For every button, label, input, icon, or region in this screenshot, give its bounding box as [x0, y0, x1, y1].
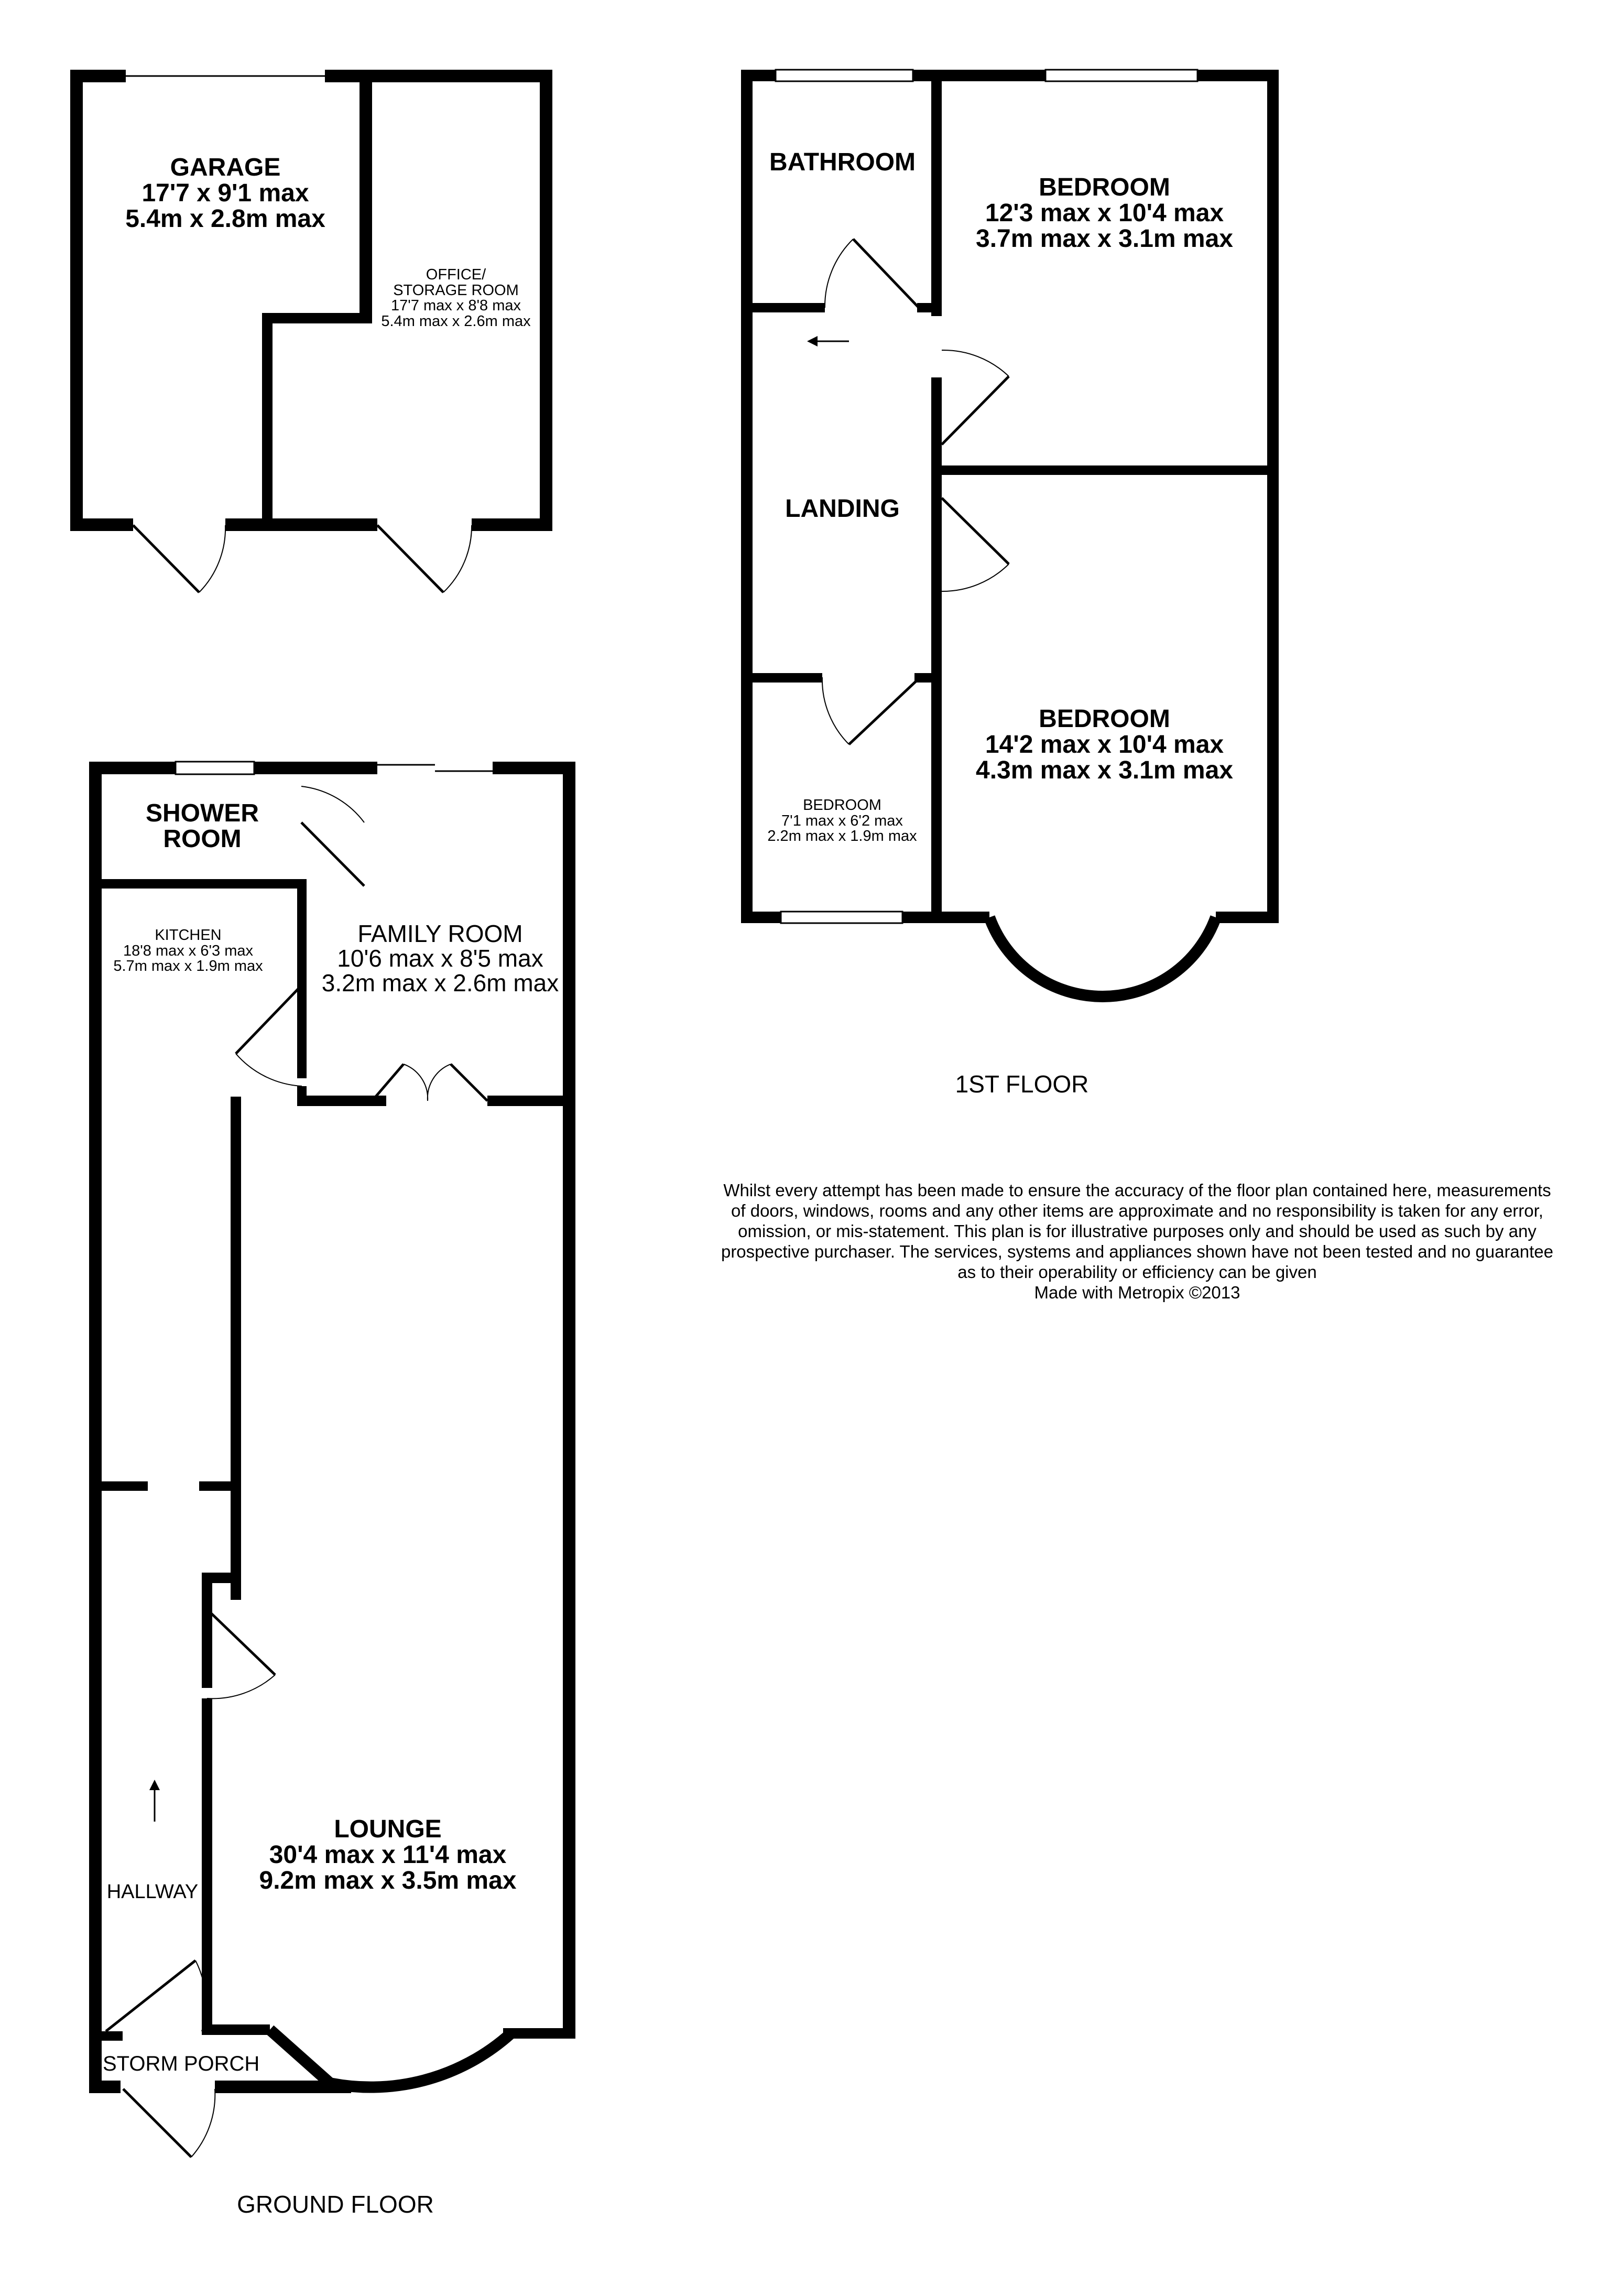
bedroom-1-metric: 3.7m max x 3.1m max	[976, 224, 1233, 253]
bathroom-name: BATHROOM	[769, 148, 916, 176]
shower-room-label	[124, 801, 281, 852]
office-label	[373, 267, 539, 329]
landing-label	[755, 496, 930, 522]
storm-porch-label	[103, 2053, 276, 2075]
family-room-metric: 3.2m max x 2.6m max	[321, 969, 559, 997]
garage-metric: 5.4m x 2.8m max	[125, 204, 325, 233]
bay-window-lounge	[270, 2030, 511, 2087]
disclaimer-line-2: of doors, windows, rooms and any other items are approximate and no responsibility is taken for any error,	[731, 1200, 1543, 1220]
bedroom-3-imperial: 7'1 max x 6'2 max	[781, 812, 903, 829]
family-room-imperial: 10'6 max x 8'5 max	[337, 944, 543, 972]
lounge-label	[220, 1817, 556, 1894]
kitchen-name: KITCHEN	[155, 927, 222, 944]
bedroom-2-name: BEDROOM	[1039, 705, 1170, 733]
garage-imperial: 17'7 x 9'1 max	[141, 179, 309, 207]
family-room-label	[312, 922, 569, 995]
lounge-name: LOUNGE	[334, 1815, 442, 1843]
disclaimer-line-4: prospective purchaser. The services, systems and appliances shown have not been tested and no guarantee	[721, 1241, 1554, 1261]
ground-floor-title: GROUND FLOOR	[237, 2191, 434, 2218]
garage-side-door	[133, 525, 225, 592]
bedroom-1-imperial: 12'3 max x 10'4 max	[985, 199, 1224, 227]
bedroom-2-metric: 4.3m max x 3.1m max	[976, 756, 1233, 784]
first-floor-doors	[822, 239, 1009, 744]
first-floor-title: 1ST FLOOR	[955, 1070, 1089, 1098]
disclaimer-line-1: Whilst every attempt has been made to ensure the accuracy of the floor plan contained here, measurements	[723, 1181, 1551, 1200]
hallway-arrow	[149, 1780, 160, 1822]
hallway-label	[103, 1882, 202, 1902]
storm-porch-name: STORM PORCH	[103, 2052, 260, 2075]
landing-name: LANDING	[785, 495, 900, 523]
bedroom-3-metric: 2.2m max x 1.9m max	[767, 828, 917, 845]
bedroom-3-name: BEDROOM	[803, 797, 881, 814]
disclaimer-line-6: Made with Metropix ©2013	[1034, 1282, 1240, 1302]
kitchen-label	[102, 928, 275, 974]
landing-arrow	[807, 336, 849, 346]
office-door	[377, 525, 472, 592]
hallway-name: HALLWAY	[106, 1881, 199, 1903]
disclaimer-line-3: omission, or mis-statement. This plan is for illustrative purposes only and should be used as such by any	[738, 1221, 1537, 1241]
disclaimer	[666, 1181, 1609, 1303]
bedroom-1-label	[943, 175, 1266, 252]
lounge-metric: 9.2m max x 3.5m max	[259, 1866, 517, 1894]
bay-window-first-floor	[989, 911, 1216, 997]
lounge-imperial: 30'4 max x 11'4 max	[269, 1840, 507, 1869]
disclaimer-line-5: as to their operability or efficiency can be given	[957, 1262, 1317, 1282]
office-name-1: OFFICE/	[426, 266, 486, 283]
shower-room-name: SHOWER ROOM	[146, 799, 259, 853]
bedroom-2-imperial: 14'2 max x 10'4 max	[985, 730, 1224, 759]
bathroom-label	[755, 150, 930, 176]
garage-name: GARAGE	[170, 154, 281, 181]
office-name-2: STORAGE ROOM	[393, 281, 519, 299]
office-imperial: 17'7 max x 8'8 max	[390, 297, 521, 315]
garage-door-opening	[126, 70, 325, 82]
bedroom-1-name: BEDROOM	[1039, 174, 1170, 201]
family-room-name: FAMILY ROOM	[357, 920, 523, 947]
office-metric: 5.4m max x 2.6m max	[381, 312, 531, 330]
kitchen-imperial: 18'8 max x 6'3 max	[123, 942, 253, 959]
bedroom-2-label	[943, 707, 1266, 784]
bedroom-3-label	[754, 798, 931, 844]
garage-label	[105, 155, 346, 232]
kitchen-metric: 5.7m max x 1.9m max	[113, 958, 263, 975]
